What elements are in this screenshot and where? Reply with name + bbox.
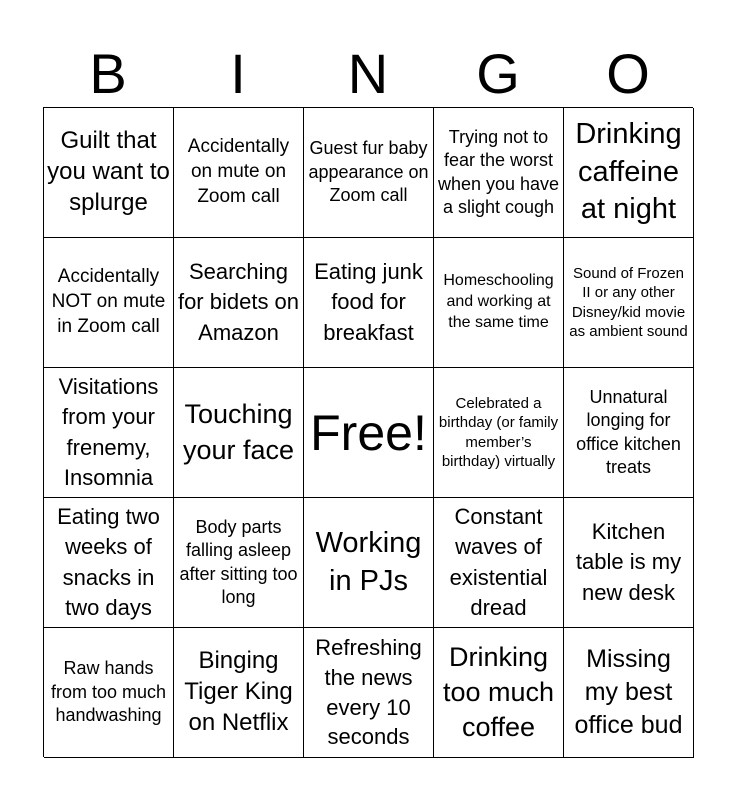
cell-text: Sound of Frozen II or any other Disney/kid movie as ambient sound: [569, 264, 688, 340]
bingo-cell[interactable]: [434, 238, 564, 368]
cell-text: Constant waves of existential dread: [449, 503, 548, 620]
bingo-cell[interactable]: [434, 498, 564, 628]
free-space-label: Free!: [310, 404, 427, 461]
cell-text: Drinking too much coffee: [442, 641, 555, 743]
cell-text: Celebrated a birthday (or family member’s birthday) virtually: [438, 394, 559, 470]
bingo-cell[interactable]: [174, 238, 304, 368]
bingo-cell[interactable]: [174, 368, 304, 498]
bingo-cell[interactable]: [174, 108, 304, 238]
cell-text: Guilt that you want to splurge: [47, 127, 170, 216]
header-letter-o: O: [606, 42, 650, 105]
header-letter-n: N: [347, 42, 389, 105]
cell-text: Kitchen table is my new desk: [575, 518, 682, 605]
bingo-cell[interactable]: [44, 238, 174, 368]
cell-text: Homeschooling and working at the same time: [443, 272, 554, 331]
cell-text: Body parts falling asleep after sitting too long: [179, 516, 298, 607]
bingo-cell[interactable]: [44, 498, 174, 628]
cell-text: Guest fur baby appearance on Zoom call: [308, 138, 429, 206]
bingo-cell[interactable]: [304, 498, 434, 628]
cell-text: Raw hands from too much handwashing: [50, 658, 167, 726]
bingo-cell[interactable]: [304, 628, 434, 758]
bingo-cell[interactable]: [44, 108, 174, 238]
bingo-cell[interactable]: [564, 628, 694, 758]
bingo-cell[interactable]: [304, 238, 434, 368]
cell-text: Eating two weeks of snacks in two days: [57, 503, 160, 620]
cell-text: Visitations from your frenemy, Insomnia: [58, 373, 159, 490]
bingo-cell[interactable]: [174, 628, 304, 758]
bingo-cell[interactable]: [564, 368, 694, 498]
header-letter-i: I: [230, 42, 246, 105]
cell-text: Searching for bidets on Amazon: [177, 258, 300, 345]
header-letter-g: G: [476, 42, 520, 105]
cell-text: Trying not to fear the worst when you have a slight cough: [437, 126, 560, 217]
cell-text: Touching your face: [182, 399, 295, 465]
cell-text: Working in PJs: [315, 526, 422, 597]
cell-text: Refreshing the news every 10 seconds: [315, 635, 422, 750]
bingo-header: [43, 40, 693, 108]
cell-text: Unnatural longing for office kitchen treats: [576, 386, 681, 477]
free-space-cell[interactable]: [304, 368, 434, 498]
header-letter-b: B: [89, 42, 127, 105]
bingo-cell[interactable]: [564, 108, 694, 238]
bingo-cell[interactable]: [434, 628, 564, 758]
bingo-cell[interactable]: [174, 498, 304, 628]
bingo-cell[interactable]: [304, 108, 434, 238]
bingo-cell[interactable]: [44, 628, 174, 758]
cell-text: Drinking caffeine at night: [575, 117, 682, 226]
cell-text: Accidentally NOT on mute in Zoom call: [51, 266, 166, 337]
bingo-board: [43, 107, 693, 757]
bingo-cell[interactable]: [44, 368, 174, 498]
cell-text: Binging Tiger King on Netflix: [184, 647, 293, 736]
cell-text: Eating junk food for breakfast: [314, 258, 423, 345]
bingo-cell[interactable]: [434, 108, 564, 238]
bingo-cell[interactable]: [434, 368, 564, 498]
cell-text: Missing my best office bud: [574, 645, 683, 739]
cell-text: Accidentally on mute on Zoom call: [187, 136, 290, 207]
bingo-cell[interactable]: [564, 238, 694, 368]
bingo-cell[interactable]: [564, 498, 694, 628]
